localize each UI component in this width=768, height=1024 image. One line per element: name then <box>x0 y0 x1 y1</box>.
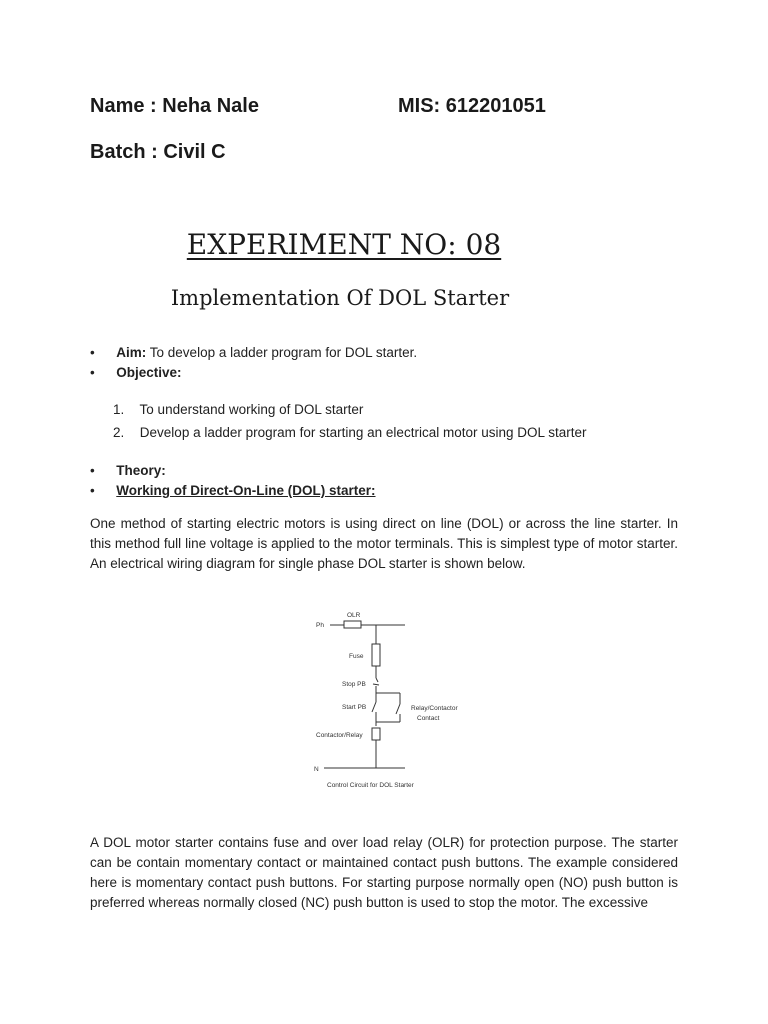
label-contactor-relay: Contactor/Relay <box>316 732 363 739</box>
working-heading: Working of Direct-On-Line (DOL) starter: <box>116 483 376 498</box>
bullet-icon: • <box>90 483 95 498</box>
student-mis: MIS: 612201051 <box>398 95 546 117</box>
objective-list-item <box>113 400 363 420</box>
label-olr: OLR <box>347 612 361 619</box>
label-relay-contact: Relay/Contactor <box>411 705 458 712</box>
objective-text: Develop a ladder program for starting an electrical motor using DOL starter <box>139 425 587 440</box>
aim-text: To develop a ladder program for DOL starter. <box>149 345 418 360</box>
label-contact: Contact <box>417 715 440 722</box>
list-number: 1. <box>113 402 125 417</box>
label-n: N <box>314 766 319 773</box>
objective-label: Objective: <box>116 365 182 380</box>
fuse-symbol <box>372 644 380 666</box>
label-ph: Ph <box>316 622 324 629</box>
student-batch: Batch : Civil C <box>90 141 226 163</box>
contactor-coil-symbol <box>372 728 380 740</box>
bullet-icon: • <box>90 463 95 478</box>
list-number: 2. <box>113 425 125 440</box>
diagram-caption: Control Circuit for DOL Starter <box>327 782 414 789</box>
olr-symbol <box>344 621 361 628</box>
working-item <box>90 481 376 501</box>
objective-item <box>90 363 182 383</box>
label-start-pb: Start PB <box>342 704 367 711</box>
intro-paragraph: One method of starting electric motors is using direct on line (DOL) or across the line starter. In this method full line voltage is applied to the motor terminals. This is simplest type of motor starter. An electrical wiring diagram for single phase DOL starter is shown below. <box>90 516 678 571</box>
experiment-subtitle: Implementation Of DOL Starter <box>170 286 510 310</box>
theory-label: Theory: <box>116 463 166 478</box>
theory-item <box>90 461 166 481</box>
objective-list-item <box>113 423 587 443</box>
bullet-icon: • <box>90 365 95 380</box>
objective-text: To understand working of DOL starter <box>139 402 364 417</box>
label-stop-pb: Stop PB <box>342 681 366 688</box>
olr-paragraph: A DOL motor starter contains fuse and over load relay (OLR) for protection purpose. The starter can be contain momentary contact or maintained contact push buttons. The example considered here is momentary contact push buttons. For starting purpose normally open (NO) push button is preferred whereas normally closed (NC) push button is used to stop the motor. The excessive <box>90 835 678 910</box>
dol-control-circuit-diagram <box>300 600 480 795</box>
bullet-icon: • <box>90 345 95 360</box>
aim-item <box>90 343 417 363</box>
aim-label: Aim: <box>116 345 147 360</box>
student-name: Name : Neha Nale <box>90 95 259 117</box>
experiment-title: EXPERIMENT NO: 08 <box>186 228 502 261</box>
label-fuse: Fuse <box>349 653 364 660</box>
